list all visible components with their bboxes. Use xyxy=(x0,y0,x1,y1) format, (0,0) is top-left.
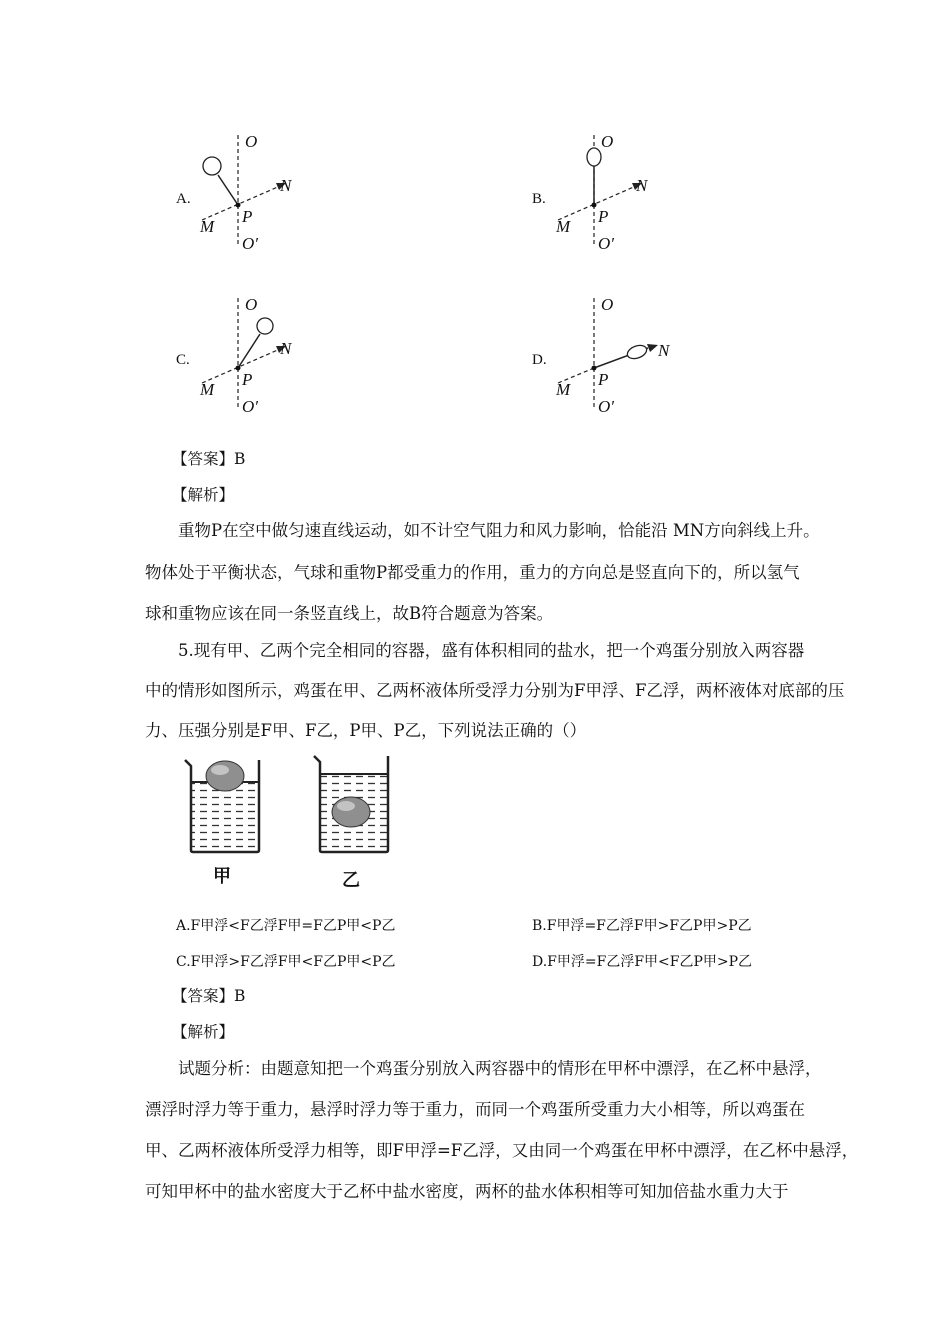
label-o: O xyxy=(601,295,614,314)
figure-option-d xyxy=(546,288,686,418)
mn-dashed-line xyxy=(202,186,280,220)
label-p: P xyxy=(242,370,253,389)
option-c-label: C. xyxy=(176,352,190,368)
label-p: P xyxy=(598,207,609,226)
label-o-prime: O′ xyxy=(242,234,258,253)
label-o-prime: O′ xyxy=(242,397,258,416)
label-o-prime: O′ xyxy=(598,397,614,416)
mn-dashed-line xyxy=(202,349,280,383)
point-p xyxy=(236,366,241,371)
q5-analysis-line-4: 可知甲杯中的盐水密度大于乙杯中盐水密度，两杯的盐水体积相等可知加倍盐水重力大于 xyxy=(145,1182,789,1201)
label-p: P xyxy=(242,207,253,226)
label-o: O xyxy=(601,132,614,151)
option-a-label: A. xyxy=(176,191,191,207)
beaker-jia xyxy=(185,760,259,852)
label-m: M xyxy=(556,217,571,236)
q5-analysis-line-2: 漂浮时浮力等于重力，悬浮时浮力等于重力，而同一个鸡蛋所受重力大小相等，所以鸡蛋在 xyxy=(145,1100,805,1119)
q5-option-b: B.F甲浮=F乙浮F甲>F乙P甲>P乙 xyxy=(532,918,752,934)
egg-highlight xyxy=(211,765,229,775)
q5-analysis-line-3: 甲、乙两杯液体所受浮力相等，即F甲浮=F乙浮，又由同一个鸡蛋在甲杯中漂浮，在乙杯中悬浮， xyxy=(145,1141,859,1160)
q5-answer: 【答案】B xyxy=(172,987,246,1005)
balloon xyxy=(257,318,273,334)
q5-option-c: C.F甲浮>F乙浮F甲<F乙P甲<P乙 xyxy=(176,954,396,970)
beakers-figure xyxy=(175,752,405,892)
balloon xyxy=(587,148,601,166)
label-o: O xyxy=(245,132,258,151)
q5-stem-line-2: 中的情形如图所示，鸡蛋在甲、乙两杯液体所受浮力分别为F甲浮、F乙浮，两杯液体对底部的压 xyxy=(145,681,845,700)
label-o-prime: O′ xyxy=(598,234,614,253)
beaker-label-yi: 乙 xyxy=(342,870,360,891)
balloon xyxy=(626,343,649,361)
point-p xyxy=(592,366,597,371)
q4-analysis-line-1: 重物P在空中做匀速直线运动，如不计空气阻力和风力影响，恰能沿 MN方向斜线上升。 xyxy=(178,521,820,540)
figure-option-c xyxy=(190,288,310,418)
label-n: N xyxy=(280,176,292,195)
beaker-label-jia: 甲 xyxy=(213,866,231,887)
q5-stem-line-3: 力、压强分别是F甲、F乙，P甲、P乙，下列说法正确的（） xyxy=(145,721,587,740)
label-m: M xyxy=(200,217,215,236)
q5-analysis-line-1: 试题分析：由题意知把一个鸡蛋分别放入两容器中的情形在甲杯中漂浮，在乙杯中悬浮， xyxy=(178,1059,822,1078)
balloon xyxy=(203,157,221,175)
saltwater-jia xyxy=(192,782,258,850)
q4-analysis-line-3: 球和重物应该在同一条竖直线上，故B符合题意为答案。 xyxy=(145,604,554,623)
label-m: M xyxy=(556,380,571,399)
label-n: N xyxy=(280,339,292,358)
q5-option-d: D.F甲浮=F乙浮F甲<F乙P甲>P乙 xyxy=(532,954,753,970)
q4-analysis-heading: 【解析】 xyxy=(172,486,235,504)
label-n: N xyxy=(658,341,670,360)
q5-analysis-heading: 【解析】 xyxy=(172,1023,235,1041)
q5-option-a: A.F甲浮<F乙浮F甲=F乙P甲<P乙 xyxy=(176,918,396,934)
label-o: O xyxy=(245,295,258,314)
egg-floating xyxy=(206,761,244,791)
string-line xyxy=(218,175,238,205)
label-n: N xyxy=(636,176,648,195)
arrow-head xyxy=(647,344,658,352)
label-p: P xyxy=(598,370,609,389)
option-d-label: D. xyxy=(532,352,547,368)
mn-dashed-line xyxy=(558,186,636,220)
q5-stem-line-1: 5.现有甲、乙两个完全相同的容器，盛有体积相同的盐水，把一个鸡蛋分别放入两容器 xyxy=(178,641,805,660)
point-p xyxy=(236,203,241,208)
option-b-label: B. xyxy=(532,191,546,207)
label-m: M xyxy=(200,380,215,399)
egg-suspended xyxy=(332,797,370,827)
point-p xyxy=(592,203,597,208)
q4-analysis-line-2: 物体处于平衡状态，气球和重物P都受重力的作用，重力的方向总是竖直向下的，所以氢气 xyxy=(145,563,800,582)
egg-highlight xyxy=(337,801,355,811)
beaker-yi xyxy=(314,756,388,852)
q4-answer: 【答案】B xyxy=(172,450,246,468)
figure-option-a xyxy=(190,125,310,255)
figure-option-b xyxy=(546,125,666,255)
